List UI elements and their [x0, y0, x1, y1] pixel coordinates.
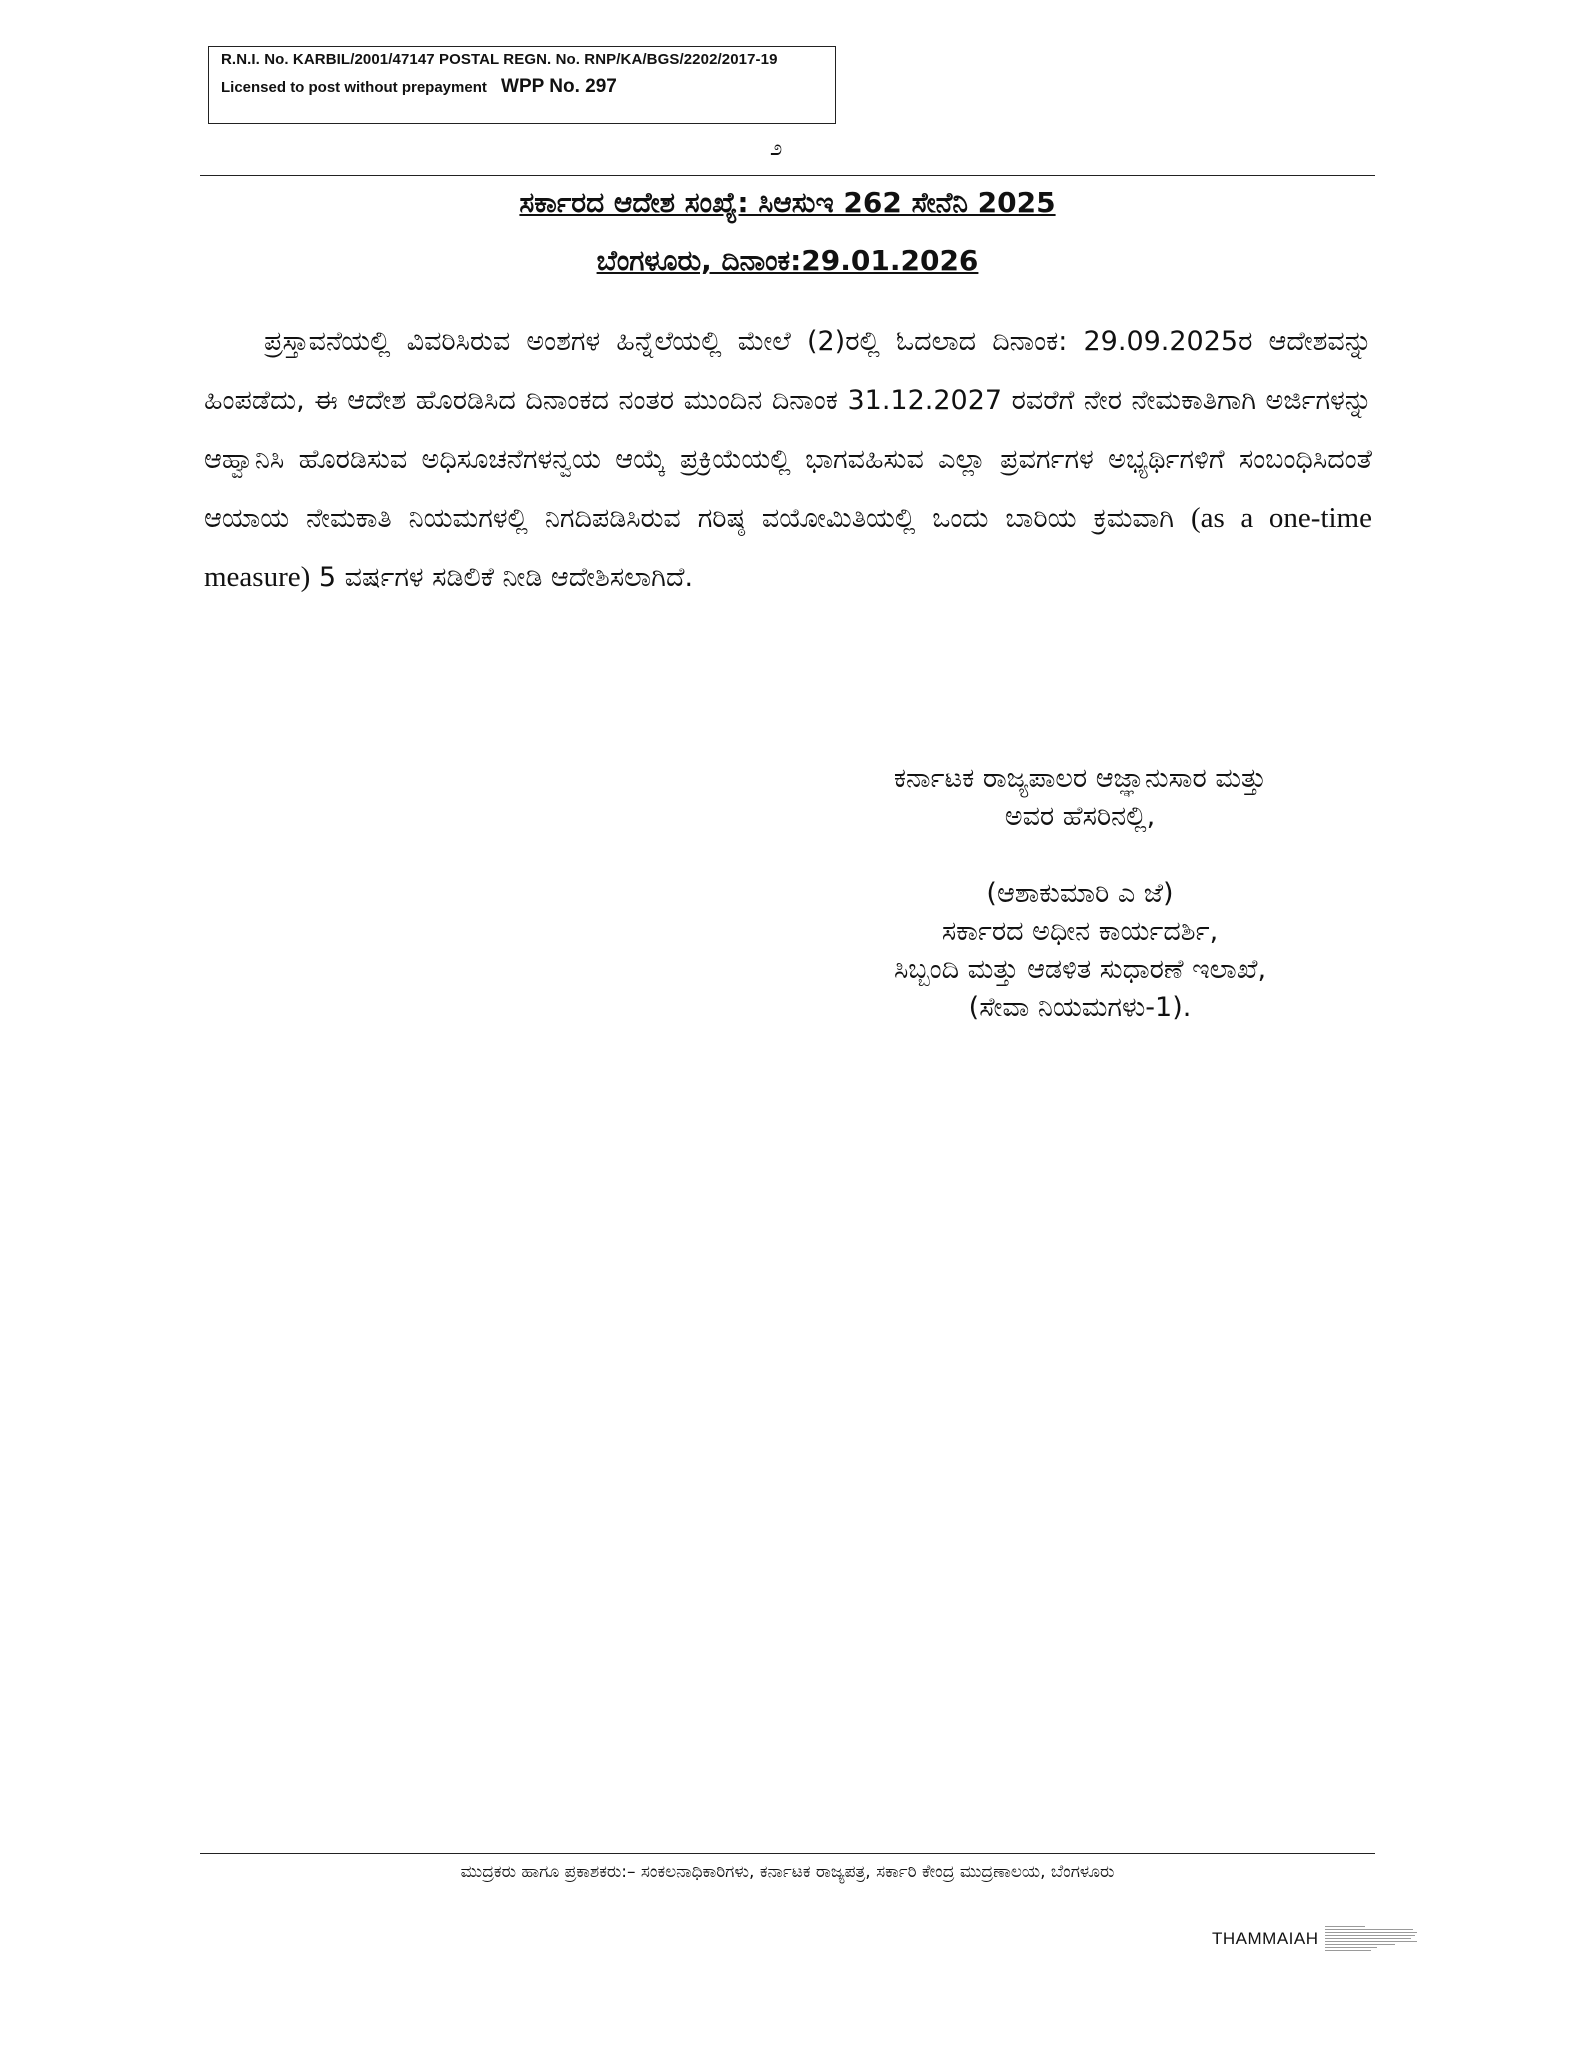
digital-signature-details-graphic: [1325, 1926, 1417, 1951]
digital-signature-name: THAMMAIAH: [1212, 1928, 1319, 1948]
footer-divider: [200, 1853, 1375, 1854]
postal-registration-line: R.N.I. No. KARBIL/2001/47147 POSTAL REGN. No. RNP/KA/BGS/2202/2017-19: [221, 51, 778, 68]
signatory-name: (ಆಶಾಕುಮಾರಿ ಎ ಜೆ): [986, 878, 1174, 909]
postal-registration-box: [208, 46, 836, 124]
license-label: Licensed to post without prepayment: [221, 79, 487, 96]
wpp-number: WPP No. 297: [501, 76, 617, 97]
authority-line-2: ಅವರ ಹೆಸರಿನಲ್ಲಿ,: [1004, 801, 1156, 832]
body-text-part2: 5 ವರ್ಷಗಳ ಸಡಿಲಿಕೆ ನೀಡಿ ಆದೇಶಿಸಲಾಗಿದೆ.: [318, 562, 694, 593]
body-text-part1: ಪ್ರಸ್ತಾವನೆಯಲ್ಲಿ ವಿವರಿಸಿರುವ ಅಂಶಗಳ ಹಿನ್ನೆಲೆಯಲ್ಲಿ ಮೇಲೆ (2)ರಲ್ಲಿ ಓದಲಾದ ದಿನಾಂಕ: 29.09.2025ರ ಆದೇಶವನ್ನು ಹಿಂಪಡೆದು, ಈ ಆದೇಶ ಹೊರಡಿಸಿದ ದಿನಾಂಕದ ನಂತರ ಮುಂದಿನ ದಿನಾಂಕ 31.12.2027 ರವರೆಗೆ ನೇರ ನೇಮಕಾತಿಗಾಗಿ ಅರ್ಜಿಗಳನ್ನು ಆಹ್ವಾನಿಸಿ ಹೊರಡಿಸುವ ಅಧಿಸೂಚನೆಗಳನ್ವಯ ಆಯ್ಕೆ ಪ್ರಕ್ರಿಯೆಯಲ್ಲಿ ಭಾಗವಹಿಸುವ ಎಲ್ಲಾ ಪ್ರವರ್ಗಗಳ ಅಭ್ಯರ್ಥಿಗಳಿಗೆ ಸಂಬಂಧಿಸಿದಂತೆ ಆಯಾಯ ನೇಮಕಾತಿ ನಿಯಮಗಳಲ್ಲಿ ನಿಗದಿಪಡಿಸಿರುವ ಗರಿಷ್ಠ ವಯೋಮಿತಿಯಲ್ಲಿ ಒಂದು ಬಾರಿಯ ಕ್ರಮವಾಗಿ: [204, 326, 1372, 534]
signatory-designation: ಸರ್ಕಾರದ ಅಧೀನ ಕಾರ್ಯದರ್ಶಿ,: [941, 916, 1219, 947]
page-number: ೨: [770, 136, 783, 161]
signatory-block: [690, 875, 1470, 1027]
signatory-section: (ಸೇವಾ ನಿಯಮಗಳು-1).: [968, 992, 1192, 1023]
order-date: ಬೆಂಗಳೂರು, ದಿನಾಂಕ:29.01.2026: [596, 244, 979, 277]
header-divider: [200, 175, 1375, 176]
authority-statement: [690, 760, 1470, 836]
license-line: [221, 76, 823, 98]
authority-line-1: ಕರ್ನಾಟಕ ರಾಜ್ಯಪಾಲರ ಆಜ್ಞಾನುಸಾರ ಮತ್ತು: [893, 763, 1267, 794]
signatory-department: ಸಿಬ್ಬಂದಿ ಮತ್ತು ಆಡಳಿತ ಸುಧಾರಣೆ ಇಲಾಖೆ,: [893, 954, 1267, 985]
order-title: ಸರ್ಕಾರದ ಆದೇಶ ಸಂಖ್ಯೆ: ಸಿಆಸುಇ 262 ಸೇನೆನಿ 2025: [519, 186, 1056, 219]
order-body: [204, 312, 1372, 607]
digital-signature-stamp: [1212, 1926, 1417, 1951]
body-text-english: (as a one-time measure): [204, 502, 1372, 593]
printer-footer: ಮುದ್ರಕರು ಹಾಗೂ ಪ್ರಕಾಶಕರು:– ಸಂಕಲನಾಧಿಕಾರಿಗಳು, ಕರ್ನಾಟಕ ರಾಜ್ಯಪತ್ರ, ಸರ್ಕಾರಿ ಕೇಂದ್ರ ಮುದ್ರಣಾಲಯ, ಬೆಂಗಳೂರು: [460, 1862, 1115, 1882]
